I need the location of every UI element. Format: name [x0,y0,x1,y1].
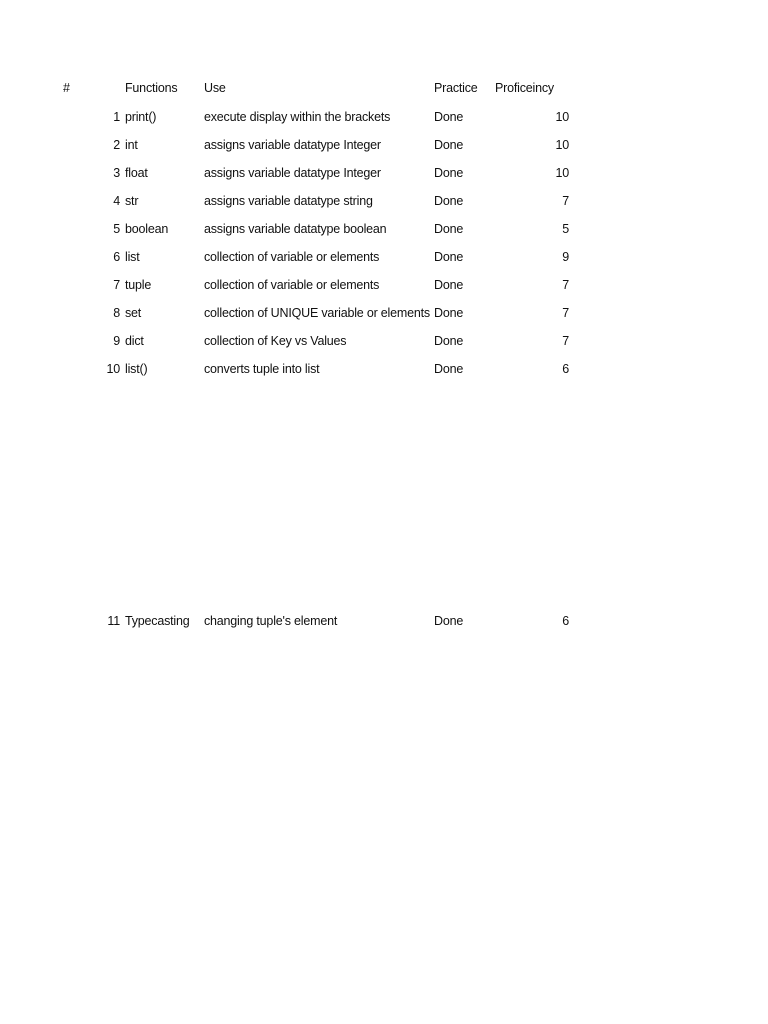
row-practice: Done [434,306,464,320]
row-function: boolean [125,222,169,236]
row-practice: Done [434,362,464,376]
row-function: dict [125,334,144,348]
header-use: Use [204,81,226,95]
row-practice: Done [434,278,464,292]
row-function: list [125,250,140,264]
row-use: assigns variable datatype Integer [204,166,381,180]
table-row [0,163,768,183]
row-use: assigns variable datatype Integer [204,138,381,152]
row-proficiency: 6 [562,362,569,376]
row-proficiency: 7 [562,306,569,320]
row-use: collection of UNIQUE variable or elements [204,306,430,320]
row-use: assigns variable datatype boolean [204,222,387,236]
row-practice: Done [434,166,464,180]
row-number: 11 [107,614,120,628]
row-number: 8 [113,306,120,320]
row-function: tuple [125,278,152,292]
row-proficiency: 10 [555,110,569,124]
row-practice: Done [434,194,464,208]
row-proficiency: 5 [562,222,569,236]
row-use: collection of variable or elements [204,278,380,292]
table-row [0,331,768,351]
row-function: list() [125,362,148,376]
row-function: set [125,306,142,320]
row-practice: Done [434,334,464,348]
row-function: float [125,166,148,180]
header-row [0,78,768,98]
row-use: execute display within the brackets [204,110,391,124]
row-proficiency: 7 [562,278,569,292]
row-number: 3 [113,166,120,180]
row-function: Typecasting [125,614,190,628]
row-proficiency: 7 [562,334,569,348]
row-number: 6 [113,250,120,264]
header-hash: # [63,81,70,95]
row-number: 7 [113,278,120,292]
table-row [0,359,768,379]
header-functions: Functions [125,81,178,95]
row-function: str [125,194,139,208]
row-practice: Done [434,222,464,236]
row-use: assigns variable datatype string [204,194,373,208]
row-proficiency: 7 [562,194,569,208]
table-row [0,135,768,155]
row-function: int [125,138,138,152]
row-number: 9 [113,334,120,348]
table-row [0,247,768,267]
row-proficiency: 6 [562,614,569,628]
header-proficiency: Proficeincy [495,81,554,95]
row-proficiency: 9 [562,250,569,264]
row-proficiency: 10 [555,138,569,152]
table-row [0,611,768,631]
row-number: 1 [113,110,120,124]
row-practice: Done [434,614,464,628]
row-function: print() [125,110,157,124]
row-practice: Done [434,250,464,264]
row-number: 2 [113,138,120,152]
row-practice: Done [434,138,464,152]
row-number: 5 [113,222,120,236]
row-use: changing tuple's element [204,614,338,628]
row-practice: Done [434,110,464,124]
table-row [0,107,768,127]
header-practice: Practice [434,81,478,95]
row-proficiency: 10 [555,166,569,180]
row-number: 10 [106,362,120,376]
table-row [0,219,768,239]
table-row [0,191,768,211]
table-row [0,303,768,323]
table-row [0,275,768,295]
row-use: converts tuple into list [204,362,320,376]
row-use: collection of variable or elements [204,250,380,264]
row-number: 4 [113,194,120,208]
row-use: collection of Key vs Values [204,334,347,348]
